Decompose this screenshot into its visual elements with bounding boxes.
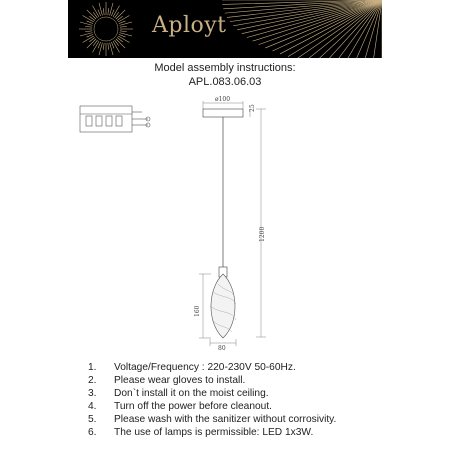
dim-canopy-diameter: ø100 (215, 96, 231, 103)
list-item: 2. Please wear gloves to install. (88, 375, 246, 386)
dim-shade-height: 160 (194, 305, 201, 317)
list-item: 5. Please wash with the sanitizer without corrosivity. (88, 414, 337, 425)
sun-logo-icon (94, 17, 118, 41)
list-item: 3. Don`t install it on the moist ceiling. (88, 388, 269, 399)
brand-name: Aployt (152, 13, 227, 38)
dim-shade-width: 80 (218, 345, 226, 352)
brand-banner (68, 0, 382, 58)
technical-drawing (0, 92, 450, 352)
page-title: Model assembly instructions: (154, 62, 296, 74)
list-item: 4. Turn off the power before cleanout. (88, 401, 273, 412)
list-item: 1. Voltage/Frequency : 220-230V 50-60Hz. (88, 362, 296, 373)
dim-total-height: 1200 (259, 226, 266, 242)
wiring-diagram (80, 106, 150, 132)
lamp-shade (210, 267, 236, 338)
list-item: 6. The use of lamps is permissible: LED 1x3W. (88, 427, 314, 438)
model-number: APL.083.06.03 (188, 76, 262, 88)
ceiling-canopy (203, 96, 256, 117)
dim-canopy-height: 25 (249, 104, 256, 112)
spec-list (88, 361, 336, 439)
